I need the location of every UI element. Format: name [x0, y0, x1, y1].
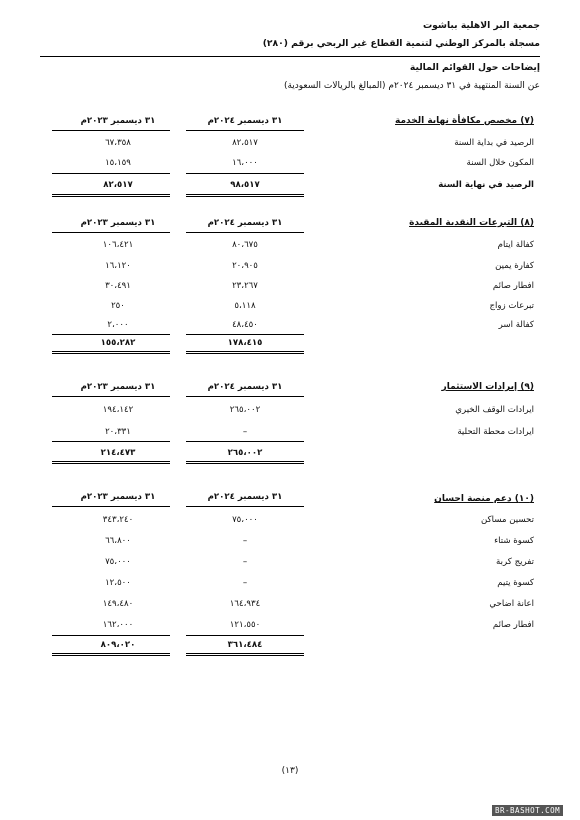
s8-row-v23: ٣٠،٤٩١: [105, 281, 131, 291]
s7-row-v23: ١٥،١٥٩: [105, 158, 131, 168]
s8-row-label: كفارة يمين: [495, 261, 534, 271]
org-name: جمعية البر الاهلية بباشوت: [422, 20, 540, 31]
s9-row-label: ايرادات محطة التحلية: [457, 427, 534, 437]
s9-subtotal-rule-2023: [52, 441, 170, 442]
s8-total-v24: ١٧٨،٤١٥: [227, 338, 263, 348]
s7-col-2023-rule: [52, 130, 170, 131]
org-registration: مسجلة بالمركز الوطني لتنمية القطاع غير الربحي برقم (٢٨٠): [262, 38, 540, 49]
s9-col-2024-rule: [186, 396, 304, 397]
s9-total-double-rule-2024: [186, 461, 304, 464]
s9-total-v24: ٢٦٥،٠٠٢: [227, 448, 263, 458]
s9-total-double-rule-2023: [52, 461, 170, 464]
s10-subtotal-rule-2024: [186, 635, 304, 636]
header-divider: [40, 56, 540, 57]
s8-row-v24: ٢٠،٩٠٥: [232, 261, 258, 271]
s7-row-label: الرصيد في بداية السنة: [454, 138, 534, 148]
s10-row-v23: ١٤٩،٤٨٠: [102, 599, 134, 609]
s9-row-v24: –: [242, 427, 248, 437]
s7-total-v23: ٨٢،٥١٧: [103, 180, 133, 190]
s10-row-v23: ١٦٢،٠٠٠: [102, 620, 134, 630]
s7-total-v24: ٩٨،٥١٧: [230, 180, 260, 190]
s10-row-v24: ٧٥،٠٠٠: [232, 515, 258, 525]
s9-row-v23: ١٩٤،١٤٢: [102, 405, 134, 415]
s10-col-2024: ٣١ ديسمبر ٢٠٢٤م: [207, 492, 283, 502]
section-9-title: (٩) إيرادات الاستثمار: [441, 382, 534, 392]
s7-col-2024: ٣١ ديسمبر ٢٠٢٤م: [207, 116, 283, 126]
s10-subtotal-rule-2023: [52, 635, 170, 636]
s10-row-v23: ١٢،٥٠٠: [105, 578, 131, 588]
s9-col-2023: ٣١ ديسمبر ٢٠٢٣م: [80, 382, 156, 392]
s7-row-v24: ٨٢،٥١٧: [232, 138, 258, 148]
s10-total-v23: ٨٠٩،٠٢٠: [100, 640, 136, 650]
s8-row-v24: ٤٨،٤٥٠: [232, 320, 258, 330]
section-8-title: (٨) التبرعات النقدية المقيدة: [409, 218, 534, 228]
s9-col-2023-rule: [52, 396, 170, 397]
s8-subtotal-rule-2024: [186, 334, 304, 335]
s8-row-v24: ٥،١١٨: [234, 301, 256, 311]
s8-col-2024: ٣١ ديسمبر ٢٠٢٤م: [207, 218, 283, 228]
s10-row-label: اعانة اضاحي: [489, 599, 534, 609]
s10-col-2023: ٣١ ديسمبر ٢٠٢٣م: [80, 492, 156, 502]
s7-subtotal-rule-2024: [186, 173, 304, 174]
s8-total-v23: ١٥٥،٢٨٢: [100, 338, 136, 348]
s10-col-2023-rule: [52, 506, 170, 507]
s7-total-double-rule-2023: [52, 194, 170, 197]
s7-total-double-rule-2024: [186, 194, 304, 197]
s10-row-v23: ٦٦،٨٠٠: [105, 536, 131, 546]
s10-row-v23: ٧٥،٠٠٠: [105, 557, 131, 567]
section-7-title: (٧) مخصص مكافأة نهاية الخدمة: [395, 116, 534, 126]
s10-row-v24: –: [242, 557, 248, 567]
s10-row-v24: ١٦٤،٩٣٤: [229, 599, 261, 609]
s8-row-label: كفالة اسر: [498, 320, 534, 330]
s8-total-double-rule-2023: [52, 351, 170, 354]
s9-subtotal-rule-2024: [186, 441, 304, 442]
s10-row-label: كسوة يتيم: [497, 578, 534, 588]
s7-row-label: المكون خلال السنة: [466, 158, 534, 168]
doc-period: عن السنة المنتهية في ٣١ ديسمبر ٢٠٢٤م (المبالغ بالريالات السعودية): [283, 81, 540, 91]
s8-col-2024-rule: [186, 232, 304, 233]
s8-row-label: تبرعات زواج: [489, 301, 534, 311]
s10-row-v23: ٣٤٣،٢٤٠: [102, 515, 134, 525]
s7-total-label: الرصيد في نهاية السنة: [438, 180, 534, 190]
doc-title: إيضاحات حول القوائم المالية: [409, 62, 540, 73]
s9-total-v23: ٢١٤،٤٧٣: [100, 448, 136, 458]
s8-row-v23: ١٠٦،٤٢١: [102, 240, 134, 250]
s9-row-v23: ٢٠،٣٣١: [105, 427, 131, 437]
s10-total-double-rule-2024: [186, 653, 304, 656]
s8-col-2023: ٣١ ديسمبر ٢٠٢٣م: [80, 218, 156, 228]
s7-col-2023: ٣١ ديسمبر ٢٠٢٣م: [80, 116, 156, 126]
site-watermark[interactable]: BR-BASHOT.COM: [492, 805, 563, 816]
s8-row-label: افطار صائم: [492, 281, 534, 291]
s8-row-v23: ٢٥٠: [111, 301, 125, 311]
s10-row-label: افطار صائم: [492, 620, 534, 630]
s10-row-v24: ١٢١،٥٥٠: [229, 620, 261, 630]
s10-row-label: كسوة شتاء: [494, 536, 534, 546]
section-10-title: (١٠) دعم منصة احسان: [434, 494, 534, 504]
s9-row-label: ايرادات الوقف الخيري: [455, 405, 534, 415]
s9-row-v24: ٢٦٥،٠٠٢: [229, 405, 261, 415]
s10-row-v24: –: [242, 536, 248, 546]
s8-total-double-rule-2024: [186, 351, 304, 354]
s10-col-2024-rule: [186, 506, 304, 507]
s7-subtotal-rule-2023: [52, 173, 170, 174]
s10-row-label: تفريج كربة: [496, 557, 534, 567]
s10-total-v24: ٣٦١،٤٨٤: [227, 640, 263, 650]
s10-total-double-rule-2023: [52, 653, 170, 656]
s8-subtotal-rule-2023: [52, 334, 170, 335]
s8-col-2023-rule: [52, 232, 170, 233]
s8-row-v24: ٨٠،٦٧٥: [232, 240, 258, 250]
s8-row-v23: ٢،٠٠٠: [107, 320, 129, 330]
s7-row-v24: ١٦،٠٠٠: [232, 158, 258, 168]
s7-row-v23: ٦٧،٣٥٨: [105, 138, 131, 148]
s9-col-2024: ٣١ ديسمبر ٢٠٢٤م: [207, 382, 283, 392]
s8-row-label: كفالة ايتام: [497, 240, 534, 250]
page-number: (١٣): [281, 766, 299, 776]
s10-row-label: تحسين مساكن: [481, 515, 534, 525]
s10-row-v24: –: [242, 578, 248, 588]
s7-col-2024-rule: [186, 130, 304, 131]
s8-row-v23: ١٦،١٢٠: [105, 261, 131, 271]
s8-row-v24: ٢٣،٢٦٧: [232, 281, 258, 291]
